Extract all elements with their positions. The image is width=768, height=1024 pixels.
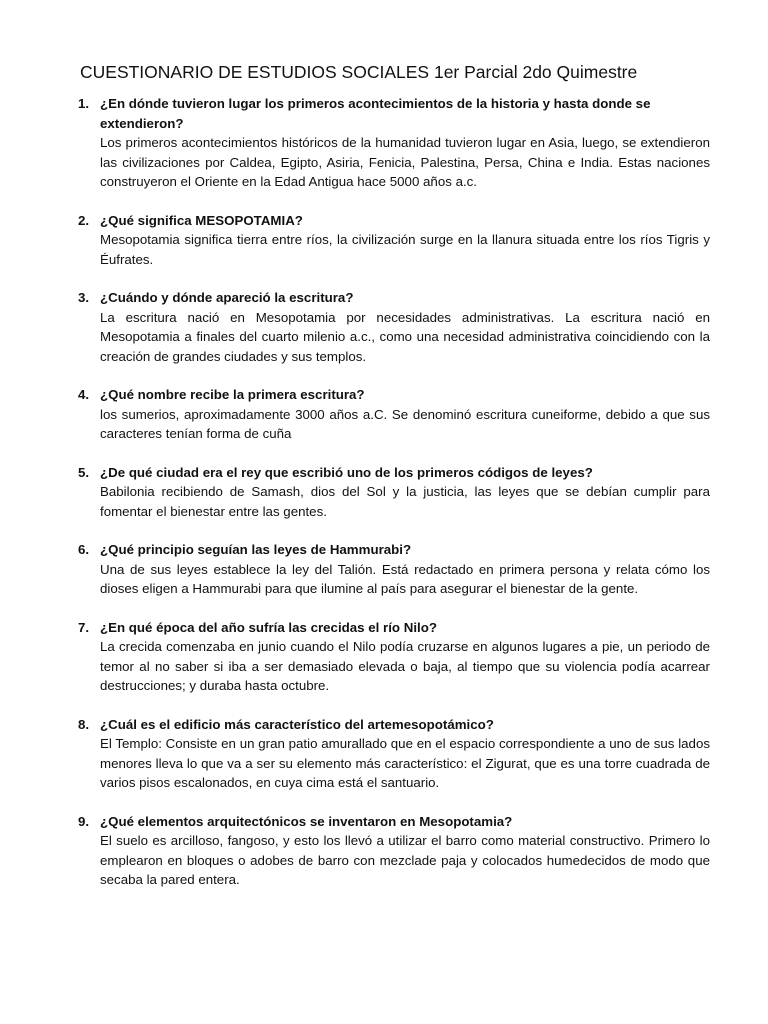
question-number: 6. <box>78 542 90 557</box>
question-item-5 <box>74 463 710 522</box>
question-number: 7. <box>78 619 90 635</box>
question-text: ¿De qué ciudad era el rey que escribió uno de los primeros códigos de leyes? <box>100 464 593 480</box>
answer-text: El Templo: Consiste en un gran patio amurallado que en el espacio correspondiente a uno de sus lados menores lleva lo que va a ser su elemento más característico: el Zigurat, que es una torre cuadrada de varios pisos escalonados, en cuya cima está el santuario. <box>100 736 710 790</box>
question-text: ¿Cuándo y dónde apareció la escritura? <box>100 290 354 305</box>
question-item-8 <box>74 715 710 793</box>
answer-text: Una de sus leyes establece la ley del Talión. Está redactado en primera persona y relata cómo los dioses eligen a Hammurabi para que ilumine al país para asegurar el bienestar de la gente. <box>100 561 710 596</box>
question-text: ¿Cuál es el edificio más característico del artemesopotámico? <box>100 716 494 732</box>
question-number: 1. <box>78 96 90 111</box>
answer-text: Babilonia recibiendo de Samash, dios del Sol y la justicia, las leyes que se debían cumplir para fomentar el bienestar entre las gentes. <box>100 484 710 519</box>
question-text: ¿En qué época del año sufría las crecidas el río Nilo? <box>100 619 437 635</box>
question-text: ¿Qué principio seguían las leyes de Hammurabi? <box>100 542 412 557</box>
question-text: ¿Qué elementos arquitectónicos se inventaron en Mesopotamia? <box>100 813 513 829</box>
question-item-9 <box>74 812 710 890</box>
question-number: 5. <box>78 464 90 480</box>
question-number: 9. <box>78 813 90 829</box>
question-item-1 <box>74 94 710 192</box>
answer-text: Mesopotamia significa tierra entre ríos, la civilización surge en la llanura situada entre los ríos Tigris y Éufrates. <box>100 232 710 267</box>
question-text: ¿Qué nombre recibe la primera escritura? <box>100 387 365 402</box>
question-list <box>74 94 710 909</box>
question-number: 8. <box>78 716 90 732</box>
answer-text: El suelo es arcilloso, fangoso, y esto los llevó a utilizar el barro como material constructivo. Primero lo emplearon en bloques o adobes de barro con mezclade paja y colocados humedecidos de modo que secaba la pared entera. <box>100 833 710 887</box>
question-item-3 <box>74 288 710 366</box>
question-text: ¿Qué significa MESOPOTAMIA? <box>100 212 303 228</box>
question-number: 2. <box>78 212 90 228</box>
document-title: CUESTIONARIO DE ESTUDIOS SOCIALES 1er Parcial 2do Quimestre <box>80 62 638 82</box>
question-item-4 <box>74 385 710 444</box>
question-item-7 <box>74 618 710 696</box>
answer-text: La escritura nació en Mesopotamia por necesidades administrativas. La escritura nació en Mesopotamia a finales del cuarto milenio a.c., como una necesidad administrativa coincidiendo con la creación de grandes ciudades y sus templos. <box>100 309 710 364</box>
answer-text: La crecida comenzaba en junio cuando el Nilo podía cruzarse en algunos lugares a pie, un periodo de temor al no saber si iba a ser demasiado elevada o baja, al tiempo que su violencia podía acarrear destrucciones; y duraba hasta octubre. <box>100 639 710 693</box>
question-text: ¿En dónde tuvieron lugar los primeros acontecimientos de la historia y hasta donde se extendieron? <box>100 96 651 131</box>
question-item-2 <box>74 211 710 270</box>
question-number: 3. <box>78 290 90 305</box>
question-item-6 <box>74 540 710 599</box>
answer-text: Los primeros acontecimientos históricos de la humanidad tuvieron lugar en Asia, luego, se extendieron las civilizaciones por Caldea, Egipto, Asiria, Fenicia, Palestina, Persa, China e India. Estas naciones construyeron el Oriente en la Edad Antigua hace 5000 años a.c. <box>100 135 710 189</box>
answer-text: los sumerios, aproximadamente 3000 años a.C. Se denominó escritura cuneiforme, debido a que sus caracteres tenían forma de cuña <box>100 406 710 441</box>
question-number: 4. <box>78 387 90 402</box>
